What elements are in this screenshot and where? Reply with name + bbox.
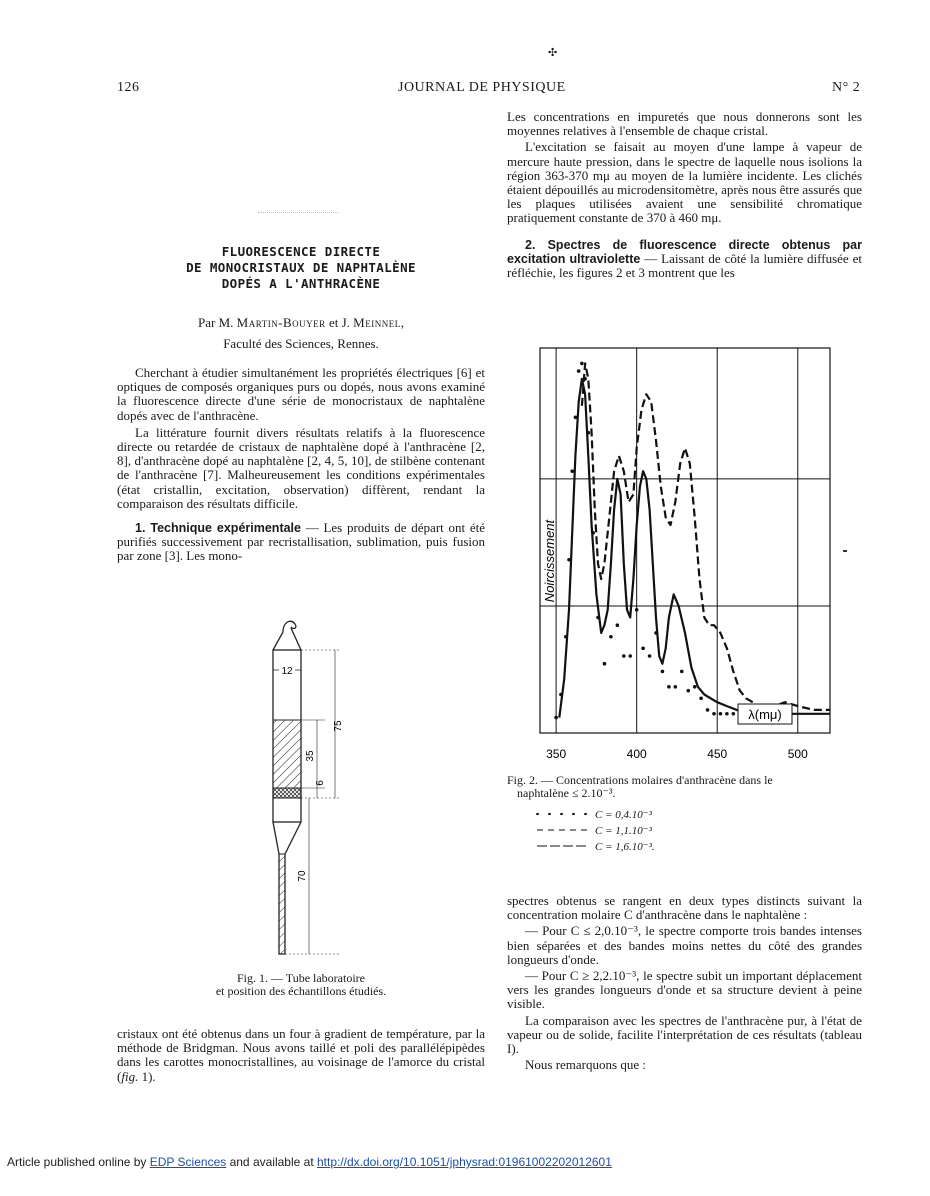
- data-point-dotted-series: [616, 623, 620, 627]
- margin-mark: [843, 550, 847, 552]
- doi-link[interactable]: http://dx.doi.org/10.1051/jphysrad:01961002202012601: [316, 1155, 612, 1169]
- dim-70-label: 70: [297, 870, 308, 882]
- paragraph: Les concentrations en impuretés que nous donnerons sont les moyennes relatives à l'ensemble de chaque cristal.: [507, 109, 862, 139]
- y-axis-label: Noircissement: [542, 519, 557, 603]
- authors: Par M. Martin-Bouyer et J. Meinnel,: [198, 315, 404, 330]
- section-1-paragraph: 1. Technique expérimentale — Les produits de départ ont été purifiés successivement par recristallisation, sublimation, puis fusion par zone [3]. Les mono-: [117, 520, 485, 564]
- figure-2-spectrum-chart: [510, 346, 840, 766]
- paragraph: La comparaison avec les spectres de l'anthracène pur, à l'état de vapeur ou de solide, facilite l'interprétation de ces résultats (tableau I).: [507, 1012, 862, 1057]
- data-point-dotted-series: [580, 362, 584, 366]
- data-point-dotted-series: [712, 712, 716, 716]
- data-point-dotted-series: [622, 654, 626, 658]
- x-axis-label: λ(mμ): [748, 707, 782, 722]
- paragraph: spectres obtenus se rangent en deux types distincts suivant la concentration molaire C d'anthracène dans le naphtalène :: [507, 893, 862, 923]
- figure-2-legend: [535, 806, 655, 854]
- data-point-dotted-series: [570, 469, 574, 473]
- x-tick-label: 450: [707, 747, 728, 761]
- data-point-dotted-series: [641, 647, 645, 651]
- ink-mark: ✣: [548, 47, 558, 59]
- paragraph: L'excitation se faisait au moyen d'une lampe à vapeur de mercure haute pression, dans le spectre de laquelle nous isolions la région 363-370 mμ au moyen de la lumière incidente. Les clichés étaient dépouillés au microdensitomètre, après nous être assurés que les plaques utilisées avaient une sensibilité chromatique pratiquement constante de 370 à 460 mμ.: [507, 139, 862, 226]
- series-line-solid: [559, 379, 830, 718]
- legend-item: C = 1,6.10⁻³.: [535, 838, 655, 854]
- dim-35-label: 35: [305, 750, 316, 762]
- chart-frame: [540, 348, 830, 733]
- series-line-dashed: [582, 363, 830, 710]
- figure-1-tube-drawing: [255, 614, 355, 964]
- chart-x-ticks: [546, 747, 808, 761]
- title-line-1: FLUORESCENCE DIRECTE: [221, 244, 381, 259]
- chart-series-layer: [554, 362, 830, 720]
- data-point-dotted-series: [674, 685, 678, 689]
- data-point-dotted-series: [719, 712, 723, 716]
- legend-item: C = 1,1.10⁻³: [535, 822, 655, 838]
- dotted-line-swatch: [535, 809, 589, 819]
- issue-number: N° 2: [832, 80, 861, 95]
- data-point-dotted-series: [680, 670, 684, 674]
- paragraph: La littérature fournit divers résultats relatifs à la fluorescence directe ou retardée de cristaux de naphtalène dopé à l'anthracène [2, 8], d'anthracène dopé au naphtalène [2, 4, 5, 10], de stilbène contenant de l'anthracène [7]. Malheureusement les conditions expérimentales (état cristallin, excitation, observation) diffèrent, rendant la comparaison des résultats difficile.: [117, 424, 485, 511]
- data-point-dotted-series: [686, 689, 690, 693]
- paragraph: cristaux ont été obtenus dans un four à gradient de température, par la méthode de Bridgman. Nous avons taillé et poli des parallélépipèdes dans les carottes monocristallines, au voisinage de l'amorce du cristal (fig. 1).: [117, 1026, 485, 1084]
- data-point-dotted-series: [699, 697, 703, 701]
- paragraph: Nous remarquons que :: [525, 1057, 646, 1073]
- affiliation: Faculté des Sciences, Rennes.: [223, 336, 379, 351]
- data-point-dotted-series: [648, 654, 652, 658]
- faint-rule: [258, 212, 338, 213]
- journal-title: JOURNAL DE PHYSIQUE: [398, 80, 566, 95]
- section-2-heading: 2. Spectres de fluorescence directe obtenus par excitation ultraviolette: [507, 237, 862, 266]
- author-1: Martin-Bouyer: [236, 315, 326, 330]
- footer: Article published online by EDP Sciences and available at http://dx.doi.org/10.1051/jphysrad:01961002202012601: [7, 1155, 612, 1169]
- paragraph: — Pour C ≥ 2,2.10⁻³, le spectre subit un important déplacement vers les grandes longueurs d'onde et sa structure devient à peine visible.: [507, 968, 862, 1012]
- figure-2-caption: Fig. 2. — Concentrations molaires d'anthracène dans le naphtalène ≤ 2.10⁻³.: [507, 773, 773, 800]
- section-2-paragraph: 2. Spectres de fluorescence directe obtenus par excitation ultraviolette — Laissant de côté la lumière diffusée et réfléchie, les figures 2 et 3 montrent que les: [507, 237, 862, 281]
- dashed-line-swatch: [535, 841, 589, 851]
- data-point-dotted-series: [667, 685, 671, 689]
- dim-75-label: 75: [333, 720, 344, 732]
- title-line-3: DOPÉS A L'ANTHRACÈNE: [221, 276, 381, 291]
- figure-1-caption: Fig. 1. — Tube laboratoire et position des échantillons étudiés.: [215, 971, 387, 998]
- dim-6-label: 6: [315, 780, 326, 786]
- data-point-dotted-series: [603, 662, 607, 666]
- data-point-dotted-series: [554, 716, 558, 720]
- x-tick-label: 400: [626, 747, 647, 761]
- paragraph: — Pour C ≤ 2,0.10⁻³, le spectre comporte trois bandes intenses bien séparées et des bandes moins nettes du côté des grandes longueurs d'onde.: [507, 923, 862, 967]
- chart-grid: [540, 348, 830, 733]
- data-point-dotted-series: [609, 635, 613, 639]
- right-bottom-text: [507, 894, 862, 1072]
- dashdot-line-swatch: [535, 825, 589, 835]
- data-point-dotted-series: [635, 608, 639, 612]
- title-line-2: DE MONOCRISTAUX DE NAPHTALÈNE: [186, 260, 416, 275]
- page-number: 126: [117, 80, 140, 95]
- data-point-dotted-series: [706, 708, 710, 712]
- dim-12-label: 12: [281, 666, 293, 677]
- paragraph: Cherchant à étudier simultanément les propriétés électriques [6] et optiques de composés organiques purs ou dopés, nous avons examiné la fluorescence directe d'une série de monocristaux de naphtalène dopés avec de l'anthracène.: [117, 365, 485, 423]
- left-intro: [117, 366, 485, 564]
- data-point-dotted-series: [577, 369, 581, 373]
- data-point-dotted-series: [732, 712, 736, 716]
- data-point-dotted-series: [693, 685, 697, 689]
- data-point-dotted-series: [725, 712, 729, 716]
- x-tick-label: 500: [787, 747, 808, 761]
- section-1-heading: 1. Technique expérimentale: [135, 521, 301, 536]
- data-point-dotted-series: [661, 670, 665, 674]
- author-2: Meinnel: [353, 315, 401, 330]
- publisher-link[interactable]: EDP Sciences: [149, 1155, 227, 1169]
- data-point-dotted-series: [628, 654, 632, 658]
- right-top-text: [507, 110, 862, 280]
- x-tick-label: 350: [546, 747, 567, 761]
- left-bottom-text: [117, 1027, 485, 1084]
- article-title: [117, 244, 485, 292]
- legend-item: C = 0,4.10⁻³: [535, 806, 655, 822]
